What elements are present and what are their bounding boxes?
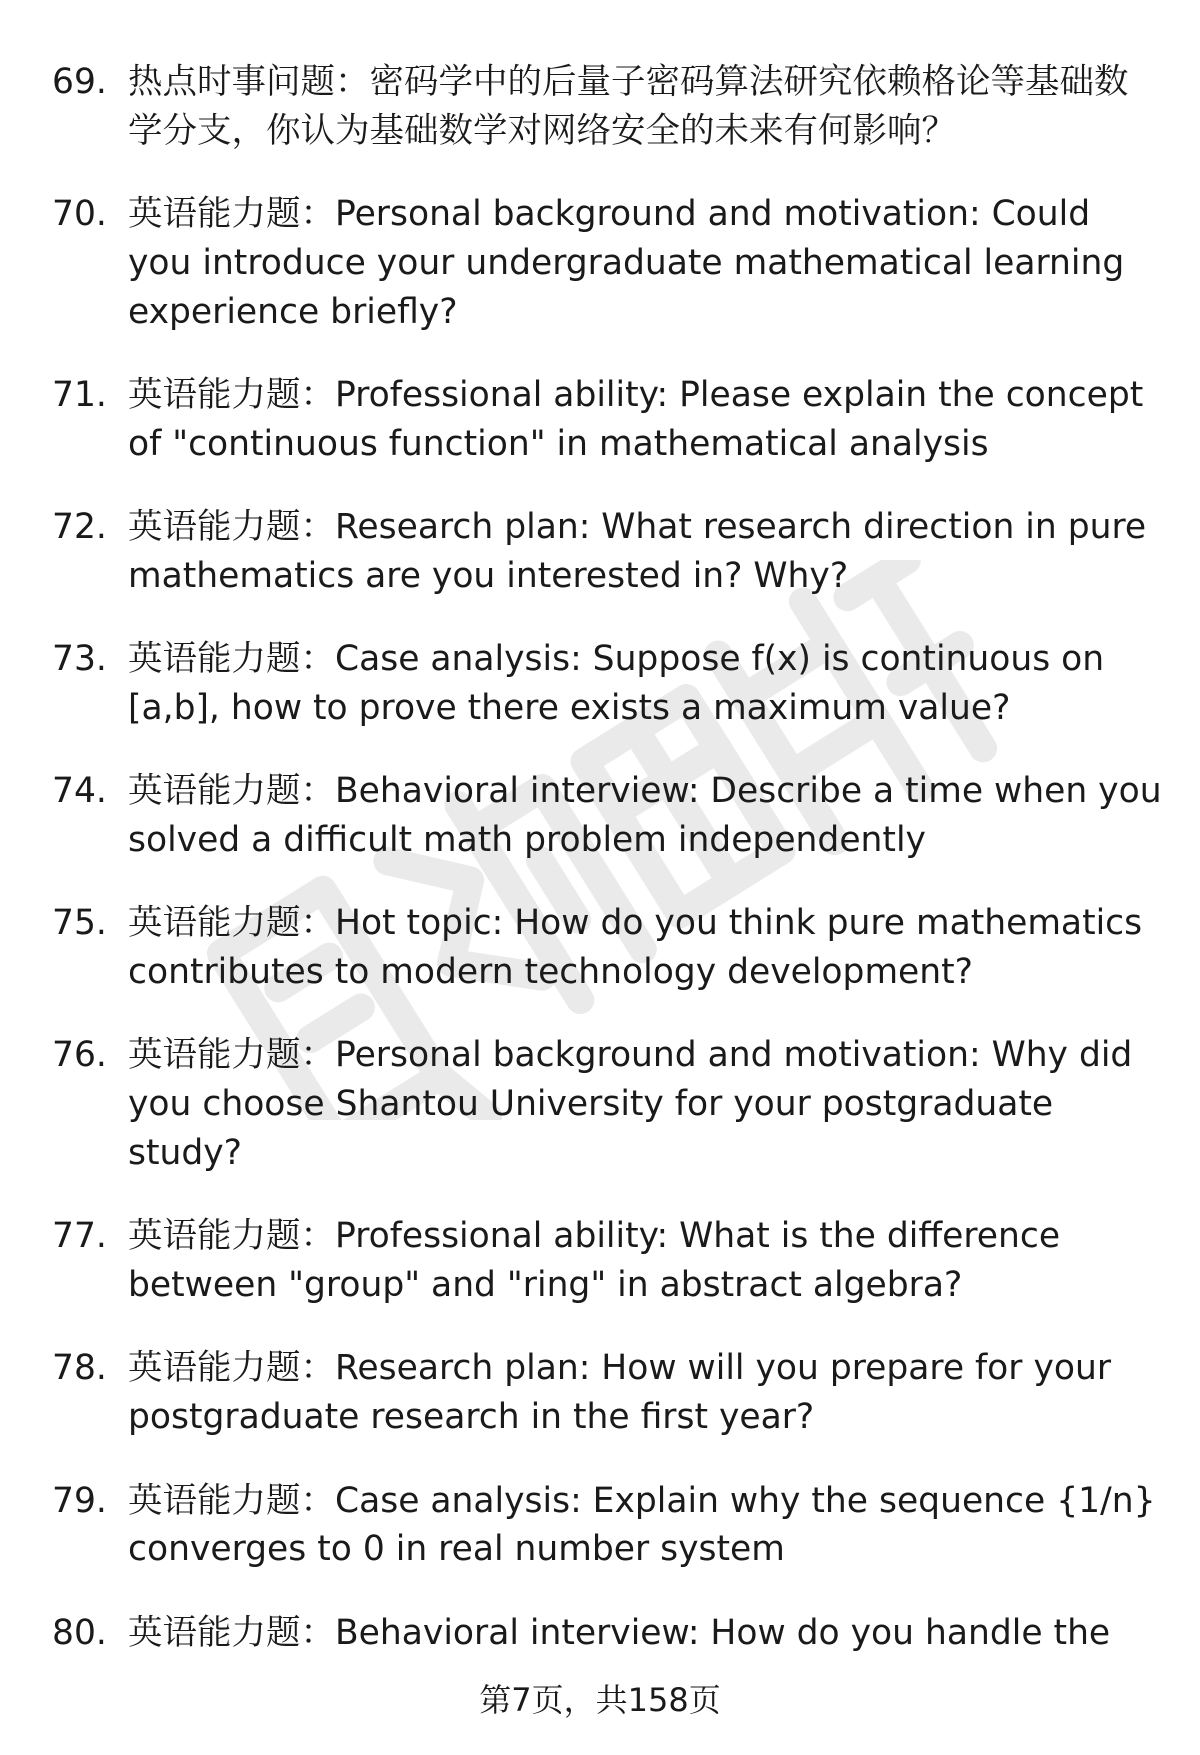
question-text: 英语能力题：Behavioral interview: Describe a time when you solved a difficult math problem independently [128, 771, 1162, 861]
question-number: 76. [52, 1035, 107, 1076]
question-item [52, 503, 1162, 601]
question-number: 77. [52, 1216, 107, 1257]
question-item [52, 1344, 1162, 1442]
question-text: 英语能力题：Personal background and motivation: Why did you choose Shantou University for your postgraduate study? [128, 1035, 1133, 1174]
page-footer [0, 1680, 1200, 1720]
question-item [52, 1212, 1162, 1310]
question-item [52, 371, 1162, 469]
question-text: 英语能力题：Case analysis: Explain why the sequence {1/n} converges to 0 in real number system [128, 1480, 1156, 1570]
question-number: 74. [52, 771, 107, 812]
question-number: 79. [52, 1480, 107, 1521]
question-number: 75. [52, 903, 107, 944]
page-number-label: 第7页，共158页 [479, 1681, 721, 1719]
question-text: 英语能力题：Behavioral interview: How do you handle the [128, 1612, 1111, 1653]
question-number: 70. [52, 194, 107, 235]
question-number: 69. [52, 62, 107, 102]
question-item [52, 58, 1162, 156]
question-text: 热点时事问题：密码学中的后量子密码算法研究依赖格论等基础数学分支，你认为基础数学对网络安全的未来有何影响？ [128, 62, 1129, 151]
question-list [52, 58, 1162, 1692]
question-item [52, 635, 1162, 733]
question-text: 英语能力题：Professional ability: What is the difference between "group" and "ring" in abstract algebra? [128, 1216, 1061, 1306]
question-number: 80. [52, 1612, 107, 1653]
question-number: 72. [52, 507, 107, 548]
question-text: 英语能力题：Professional ability: Please explain the concept of "continuous function" in mathematical analysis [128, 374, 1144, 464]
question-item [52, 1609, 1162, 1658]
question-item [52, 190, 1162, 336]
question-item [52, 1031, 1162, 1177]
question-number: 73. [52, 639, 107, 680]
question-item [52, 899, 1162, 997]
question-number: 78. [52, 1348, 107, 1389]
question-item [52, 767, 1162, 865]
question-text: 英语能力题：Case analysis: Suppose f(x) is continuous on [a,b], how to prove there exists a maximum value? [128, 639, 1105, 728]
question-text: 英语能力题：Research plan: What research direction in pure mathematics are you interested in? Why? [128, 507, 1147, 596]
question-text: 英语能力题：Research plan: How will you prepare for your postgraduate research in the first year? [128, 1348, 1112, 1438]
question-text: 英语能力题：Personal background and motivation: Could you introduce your undergraduate mathematical learning experience briefly? [128, 194, 1125, 332]
question-number: 71. [52, 374, 107, 415]
question-item [52, 1477, 1162, 1575]
question-text: 英语能力题：Hot topic: How do you think pure mathematics contributes to modern technology development? [128, 903, 1143, 993]
